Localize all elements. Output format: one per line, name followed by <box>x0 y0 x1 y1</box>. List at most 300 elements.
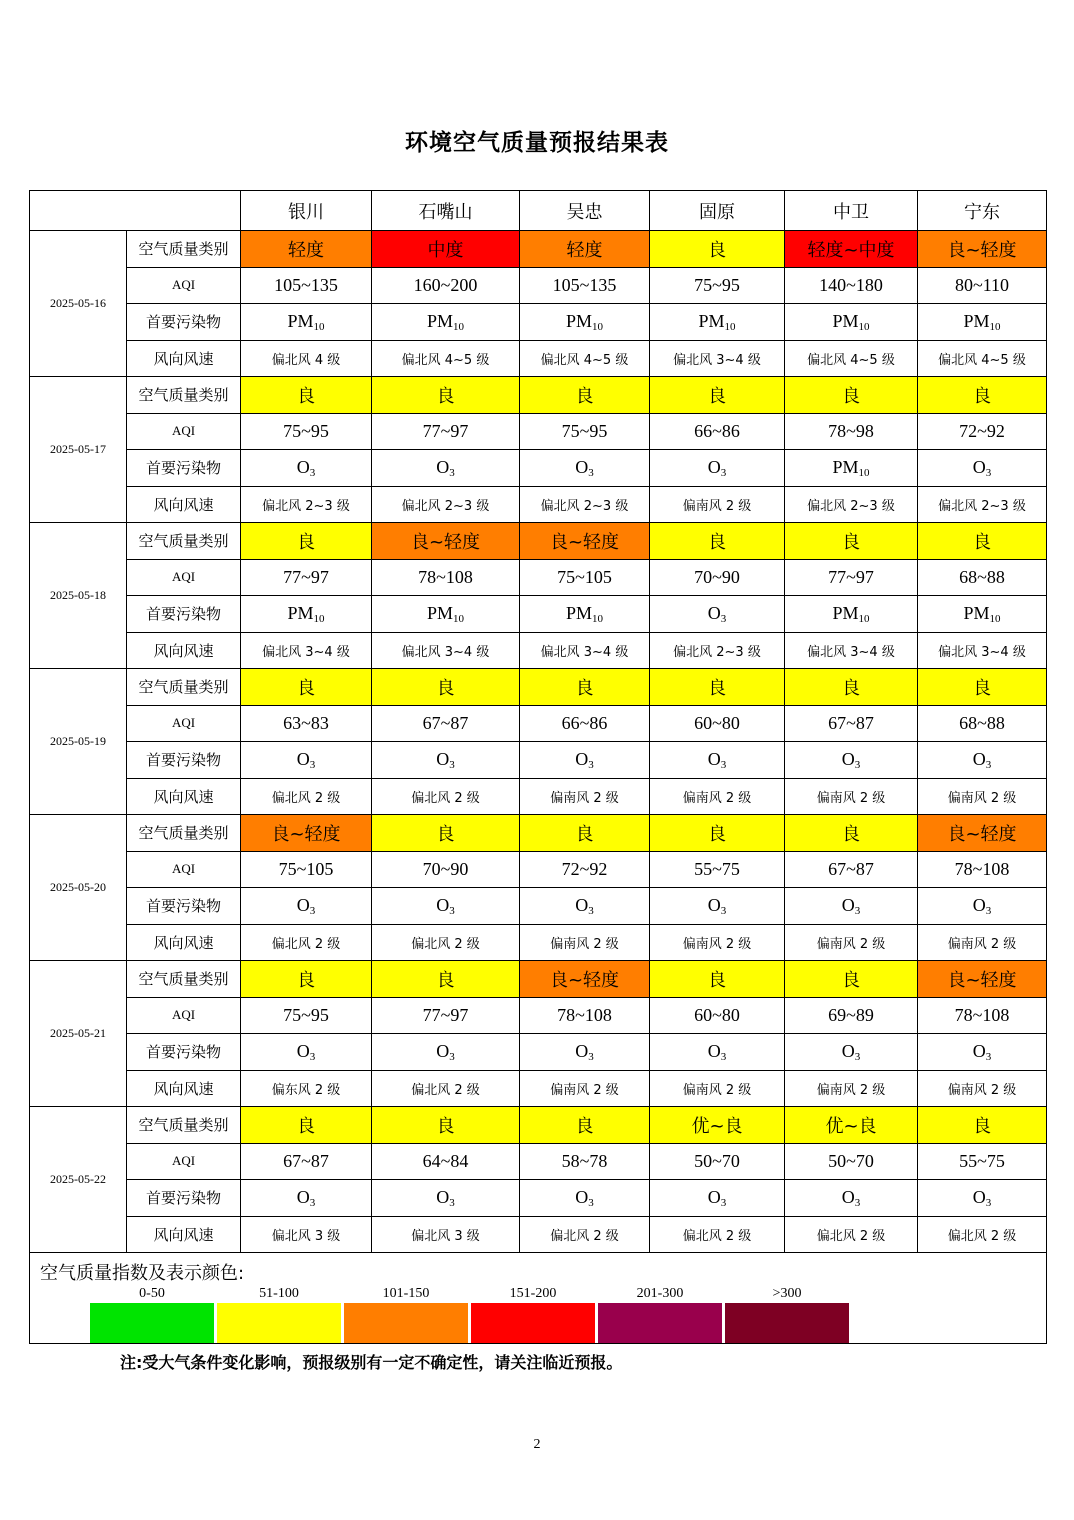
pollutant-cell <box>918 450 1047 487</box>
pollutant-cell <box>785 1034 918 1071</box>
wind-cell: 偏北风 2~3 级 <box>241 486 372 523</box>
pollutant-symbol: O <box>296 1040 310 1061</box>
wind-cell: 偏北风 3 级 <box>372 1216 520 1253</box>
row-label-aqi: AQI <box>127 267 241 304</box>
pollutant-subscript: 10 <box>453 612 464 625</box>
row-label-wind: 风向风速 <box>127 340 241 377</box>
category-row <box>30 377 1047 414</box>
row-label-pollutant: 首要污染物 <box>127 888 241 925</box>
pollutant-symbol: O <box>296 456 310 477</box>
pollutant-symbol: O <box>575 1186 589 1207</box>
wind-cell: 偏北风 2 级 <box>241 924 372 961</box>
pollutant-subscript: 10 <box>313 320 325 333</box>
category-cell: 良 <box>650 377 785 414</box>
pollutant-cell <box>650 1034 785 1071</box>
category-cell: 良 <box>650 669 785 706</box>
aqi-cell: 70~90 <box>650 559 785 596</box>
category-cell: 良 <box>650 231 785 268</box>
pollutant-cell <box>520 450 650 487</box>
pollutant-cell <box>372 304 520 341</box>
wind-cell: 偏南风 2 级 <box>918 924 1047 961</box>
row-label-pollutant: 首要污染物 <box>127 450 241 487</box>
pollutant-subscript: 3 <box>588 1050 594 1063</box>
row-label-wind: 风向风速 <box>127 778 241 815</box>
pollutant-subscript: 3 <box>449 1050 455 1063</box>
category-cell: 良 <box>785 669 918 706</box>
pollutant-symbol: O <box>575 1040 589 1061</box>
pollutant-subscript: 3 <box>854 904 861 917</box>
pollutant-subscript: 3 <box>854 758 861 771</box>
pollutant-cell <box>785 742 918 779</box>
pollutant-symbol: PM <box>565 310 592 331</box>
pollutant-symbol: O <box>296 748 310 769</box>
pollutant-symbol: O <box>972 748 986 769</box>
wind-cell: 偏南风 2 级 <box>650 778 785 815</box>
wind-cell: 偏北风 2~3 级 <box>372 486 520 523</box>
pollutant-subscript: 10 <box>453 320 464 333</box>
legend-title: 空气质量指数及表示颜色: <box>40 1263 245 1284</box>
pollutant-symbol: PM <box>426 602 453 623</box>
pollutant-symbol: O <box>972 1186 986 1207</box>
pollutant-symbol: O <box>436 1186 450 1207</box>
pollutant-subscript: 3 <box>449 466 455 479</box>
wind-cell: 偏北风 4~5 级 <box>785 340 918 377</box>
date-cell: 2025-05-21 <box>30 961 127 1107</box>
category-cell: 良 <box>650 815 785 852</box>
pollutant-symbol: O <box>296 1186 310 1207</box>
aqi-cell: 67~87 <box>785 705 918 742</box>
pollutant-subscript: 10 <box>858 466 870 479</box>
aqi-cell: 78~108 <box>520 997 650 1034</box>
category-row <box>30 669 1047 706</box>
pollutant-symbol: O <box>841 1040 855 1061</box>
wind-row <box>30 778 1047 815</box>
pollutant-cell <box>650 450 785 487</box>
row-label-category: 空气质量类别 <box>127 1107 241 1144</box>
pollutant-symbol: PM <box>426 310 453 331</box>
pollutant-subscript: 10 <box>313 612 325 625</box>
pollutant-cell <box>520 888 650 925</box>
pollutant-subscript: 10 <box>592 320 603 333</box>
aqi-cell: 60~80 <box>650 705 785 742</box>
aqi-cell: 140~180 <box>785 267 918 304</box>
pollutant-row <box>30 888 1047 925</box>
pollutant-symbol: O <box>707 1040 721 1061</box>
pollutant-symbol: O <box>436 456 450 477</box>
wind-cell: 偏北风 2 级 <box>918 1216 1047 1253</box>
pollutant-row <box>30 450 1047 487</box>
row-label-wind: 风向风速 <box>127 486 241 523</box>
category-cell: 良 <box>372 377 520 414</box>
aqi-cell: 68~88 <box>918 705 1047 742</box>
row-label-category: 空气质量类别 <box>127 669 241 706</box>
wind-cell: 偏北风 3~4 级 <box>241 632 372 669</box>
category-row <box>30 1107 1047 1144</box>
wind-row <box>30 340 1047 377</box>
forecast-table <box>29 190 1047 1344</box>
pollutant-subscript: 3 <box>309 758 316 771</box>
category-cell: 良 <box>918 669 1047 706</box>
category-cell: 良 <box>785 523 918 560</box>
category-row <box>30 523 1047 560</box>
header-row <box>30 191 1047 231</box>
legend-range-label: 151-200 <box>509 1286 557 1301</box>
pollutant-subscript: 3 <box>720 904 727 917</box>
category-cell: 良 <box>372 961 520 998</box>
wind-cell: 偏南风 2 级 <box>785 778 918 815</box>
aqi-cell: 105~135 <box>241 267 372 304</box>
pollutant-symbol: O <box>707 894 721 915</box>
pollutant-symbol: O <box>841 748 855 769</box>
aqi-cell: 66~86 <box>650 413 785 450</box>
pollutant-subscript: 3 <box>449 1196 455 1209</box>
row-label-wind: 风向风速 <box>127 632 241 669</box>
pollutant-symbol: O <box>575 894 589 915</box>
aqi-cell: 77~97 <box>372 413 520 450</box>
category-cell: 良 <box>785 961 918 998</box>
pollutant-cell <box>918 742 1047 779</box>
legend-color-swatch <box>471 1303 595 1343</box>
pollutant-cell <box>372 1034 520 1071</box>
pollutant-symbol: PM <box>698 310 725 331</box>
category-cell: 优~良 <box>785 1107 918 1144</box>
aqi-cell: 78~108 <box>918 997 1047 1034</box>
category-cell: 轻度~中度 <box>785 231 918 268</box>
aqi-cell: 77~97 <box>785 559 918 596</box>
pollutant-symbol: O <box>972 1040 986 1061</box>
category-cell: 良 <box>241 377 372 414</box>
wind-cell: 偏北风 3 级 <box>241 1216 372 1253</box>
pollutant-cell <box>785 304 918 341</box>
pollutant-subscript: 3 <box>720 758 727 771</box>
category-cell: 良 <box>785 377 918 414</box>
pollutant-subscript: 3 <box>588 904 594 917</box>
city-header: 固原 <box>650 191 785 231</box>
pollutant-cell <box>650 888 785 925</box>
pollutant-cell <box>520 596 650 633</box>
pollutant-cell <box>241 742 372 779</box>
pollutant-subscript: 10 <box>724 320 736 333</box>
pollutant-subscript: 3 <box>449 758 455 771</box>
wind-cell: 偏南风 2 级 <box>650 924 785 961</box>
wind-cell: 偏北风 2 级 <box>372 924 520 961</box>
pollutant-cell <box>650 1180 785 1217</box>
pollutant-symbol: O <box>575 456 589 477</box>
wind-cell: 偏南风 2 级 <box>785 924 918 961</box>
pollutant-cell <box>918 1034 1047 1071</box>
category-cell: 良~轻度 <box>918 815 1047 852</box>
aqi-cell: 69~89 <box>785 997 918 1034</box>
pollutant-cell <box>785 450 918 487</box>
wind-cell: 偏南风 2 级 <box>520 778 650 815</box>
aqi-row <box>30 1143 1047 1180</box>
pollutant-subscript: 3 <box>985 1050 992 1063</box>
pollutant-cell <box>372 596 520 633</box>
wind-cell: 偏南风 2 级 <box>785 1070 918 1107</box>
pollutant-cell <box>372 1180 520 1217</box>
category-cell: 轻度 <box>241 231 372 268</box>
aqi-cell: 55~75 <box>650 851 785 888</box>
aqi-cell: 67~87 <box>372 705 520 742</box>
wind-cell: 偏北风 3~4 级 <box>520 632 650 669</box>
forecast-note: 注:受大气条件变化影响，预报级别有一定不确定性，请关注临近预报。 <box>120 1353 623 1372</box>
pollutant-cell <box>650 742 785 779</box>
pollutant-subscript: 3 <box>854 1050 861 1063</box>
aqi-cell: 78~108 <box>372 559 520 596</box>
pollutant-cell <box>918 304 1047 341</box>
category-cell: 良~轻度 <box>241 815 372 852</box>
pollutant-symbol: O <box>575 748 589 769</box>
legend-row <box>30 1253 1047 1344</box>
legend-range-label: 0-50 <box>139 1286 165 1301</box>
pollutant-cell <box>918 1180 1047 1217</box>
pollutant-subscript: 3 <box>720 466 727 479</box>
pollutant-cell <box>372 450 520 487</box>
wind-cell: 偏北风 4~5 级 <box>918 340 1047 377</box>
city-header: 银川 <box>241 191 372 231</box>
pollutant-subscript: 3 <box>985 466 992 479</box>
category-cell: 良 <box>520 1107 650 1144</box>
category-cell: 良~轻度 <box>520 523 650 560</box>
row-label-aqi: AQI <box>127 851 241 888</box>
pollutant-symbol: O <box>436 748 450 769</box>
wind-cell: 偏东风 2 级 <box>241 1070 372 1107</box>
aqi-cell: 75~95 <box>650 267 785 304</box>
date-cell: 2025-05-22 <box>30 1107 127 1253</box>
aqi-cell: 75~105 <box>520 559 650 596</box>
pollutant-subscript: 3 <box>309 904 316 917</box>
category-cell: 良~轻度 <box>918 231 1047 268</box>
aqi-cell: 68~88 <box>918 559 1047 596</box>
pollutant-row <box>30 1180 1047 1217</box>
aqi-cell: 75~95 <box>520 413 650 450</box>
category-cell: 良 <box>520 377 650 414</box>
wind-cell: 偏北风 2 级 <box>241 778 372 815</box>
pollutant-row <box>30 742 1047 779</box>
row-label-category: 空气质量类别 <box>127 815 241 852</box>
pollutant-subscript: 3 <box>720 1196 727 1209</box>
pollutant-symbol: PM <box>963 310 990 331</box>
pollutant-subscript: 3 <box>588 758 594 771</box>
date-cell: 2025-05-17 <box>30 377 127 523</box>
pollutant-cell <box>650 304 785 341</box>
pollutant-symbol: PM <box>832 456 859 477</box>
category-cell: 良 <box>372 815 520 852</box>
row-label-category: 空气质量类别 <box>127 961 241 998</box>
city-header: 石嘴山 <box>372 191 520 231</box>
aqi-cell: 72~92 <box>520 851 650 888</box>
pollutant-subscript: 3 <box>854 1196 861 1209</box>
pollutant-symbol: O <box>841 1186 855 1207</box>
category-cell: 良 <box>241 961 372 998</box>
aqi-cell: 58~78 <box>520 1143 650 1180</box>
pollutant-symbol: PM <box>832 602 859 623</box>
legend <box>30 1253 1047 1344</box>
date-cell: 2025-05-19 <box>30 669 127 815</box>
category-cell: 良 <box>918 523 1047 560</box>
legend-color-swatch <box>725 1303 849 1343</box>
pollutant-subscript: 3 <box>985 1196 992 1209</box>
pollutant-symbol: PM <box>565 602 592 623</box>
wind-cell: 偏北风 2 级 <box>650 1216 785 1253</box>
wind-cell: 偏北风 3~4 级 <box>785 632 918 669</box>
category-cell: 良 <box>372 669 520 706</box>
row-label-wind: 风向风速 <box>127 1070 241 1107</box>
pollutant-cell <box>241 1034 372 1071</box>
wind-cell: 偏北风 2 级 <box>372 1070 520 1107</box>
row-label-wind: 风向风速 <box>127 1216 241 1253</box>
pollutant-subscript: 3 <box>449 904 455 917</box>
pollutant-row <box>30 596 1047 633</box>
page-title: 环境空气质量预报结果表 <box>405 130 669 156</box>
category-row <box>30 815 1047 852</box>
date-cell: 2025-05-18 <box>30 523 127 669</box>
category-cell: 良 <box>241 669 372 706</box>
wind-cell: 偏北风 2~3 级 <box>785 486 918 523</box>
wind-cell: 偏北风 2~3 级 <box>650 632 785 669</box>
pollutant-symbol: O <box>707 456 721 477</box>
header-corner <box>30 191 241 231</box>
pollutant-subscript: 3 <box>309 1196 316 1209</box>
row-label-pollutant: 首要污染物 <box>127 1034 241 1071</box>
category-cell: 良~轻度 <box>372 523 520 560</box>
wind-cell: 偏北风 4~5 级 <box>520 340 650 377</box>
row-label-pollutant: 首要污染物 <box>127 596 241 633</box>
wind-cell: 偏北风 2~3 级 <box>918 486 1047 523</box>
pollutant-cell <box>785 1180 918 1217</box>
wind-row <box>30 632 1047 669</box>
row-label-aqi: AQI <box>127 559 241 596</box>
pollutant-symbol: PM <box>287 602 314 623</box>
aqi-row <box>30 267 1047 304</box>
pollutant-symbol: O <box>707 748 721 769</box>
aqi-cell: 160~200 <box>372 267 520 304</box>
row-label-wind: 风向风速 <box>127 924 241 961</box>
pollutant-symbol: O <box>707 602 721 623</box>
wind-cell: 偏南风 2 级 <box>520 1070 650 1107</box>
pollutant-cell <box>520 1180 650 1217</box>
pollutant-subscript: 3 <box>309 1050 316 1063</box>
pollutant-symbol: O <box>841 894 855 915</box>
row-label-pollutant: 首要污染物 <box>127 742 241 779</box>
pollutant-symbol: O <box>972 456 986 477</box>
pollutant-cell <box>785 596 918 633</box>
category-cell: 良 <box>241 523 372 560</box>
category-cell: 良 <box>785 815 918 852</box>
row-label-category: 空气质量类别 <box>127 377 241 414</box>
aqi-cell: 50~70 <box>650 1143 785 1180</box>
wind-row <box>30 924 1047 961</box>
pollutant-subscript: 10 <box>858 612 870 625</box>
pollutant-symbol: PM <box>832 310 859 331</box>
aqi-cell: 66~86 <box>520 705 650 742</box>
aqi-cell: 75~95 <box>241 413 372 450</box>
pollutant-subscript: 3 <box>588 466 594 479</box>
pollutant-cell <box>785 888 918 925</box>
city-header: 中卫 <box>785 191 918 231</box>
category-cell: 良 <box>372 1107 520 1144</box>
wind-cell: 偏北风 2 级 <box>520 1216 650 1253</box>
aqi-cell: 63~83 <box>241 705 372 742</box>
wind-cell: 偏南风 2 级 <box>520 924 650 961</box>
aqi-cell: 67~87 <box>785 851 918 888</box>
wind-cell: 偏南风 2 级 <box>918 778 1047 815</box>
aqi-row <box>30 997 1047 1034</box>
category-cell: 良 <box>918 1107 1047 1144</box>
pollutant-symbol: O <box>296 894 310 915</box>
aqi-row <box>30 413 1047 450</box>
pollutant-subscript: 3 <box>985 904 992 917</box>
category-cell: 良~轻度 <box>918 961 1047 998</box>
pollutant-cell <box>241 596 372 633</box>
legend-range-label: 201-300 <box>636 1286 684 1301</box>
pollutant-symbol: O <box>436 894 450 915</box>
aqi-cell: 78~108 <box>918 851 1047 888</box>
aqi-cell: 64~84 <box>372 1143 520 1180</box>
city-header: 吴忠 <box>520 191 650 231</box>
category-cell: 良 <box>520 815 650 852</box>
date-cell: 2025-05-20 <box>30 815 127 961</box>
category-cell: 中度 <box>372 231 520 268</box>
wind-cell: 偏南风 2 级 <box>650 486 785 523</box>
aqi-cell: 67~87 <box>241 1143 372 1180</box>
wind-cell: 偏北风 4 级 <box>241 340 372 377</box>
legend-range-label: >300 <box>772 1286 802 1301</box>
wind-cell: 偏北风 3~4 级 <box>372 632 520 669</box>
aqi-row <box>30 559 1047 596</box>
pollutant-subscript: 10 <box>989 320 1001 333</box>
pollutant-symbol: O <box>436 1040 450 1061</box>
wind-cell: 偏北风 3~4 级 <box>918 632 1047 669</box>
pollutant-symbol: O <box>707 1186 721 1207</box>
aqi-cell: 105~135 <box>520 267 650 304</box>
row-label-aqi: AQI <box>127 997 241 1034</box>
category-cell: 良 <box>650 961 785 998</box>
wind-cell: 偏北风 2 级 <box>372 778 520 815</box>
category-cell: 优~良 <box>650 1107 785 1144</box>
pollutant-symbol: PM <box>963 602 990 623</box>
legend-color-swatch <box>90 1303 214 1343</box>
aqi-cell: 77~97 <box>241 559 372 596</box>
pollutant-cell <box>520 742 650 779</box>
legend-color-swatch <box>217 1303 341 1343</box>
pollutant-symbol: O <box>972 894 986 915</box>
aqi-cell: 77~97 <box>372 997 520 1034</box>
pollutant-subscript: 10 <box>989 612 1001 625</box>
pollutant-cell <box>241 1180 372 1217</box>
row-label-aqi: AQI <box>127 705 241 742</box>
pollutant-subscript: 3 <box>588 1196 594 1209</box>
row-label-aqi: AQI <box>127 1143 241 1180</box>
wind-row <box>30 1216 1047 1253</box>
pollutant-row <box>30 304 1047 341</box>
wind-row <box>30 486 1047 523</box>
wind-cell: 偏北风 4~5 级 <box>372 340 520 377</box>
city-header: 宁东 <box>918 191 1047 231</box>
category-cell: 良 <box>918 377 1047 414</box>
legend-range-label: 101-150 <box>382 1286 430 1301</box>
category-cell: 良 <box>650 523 785 560</box>
aqi-cell: 55~75 <box>918 1143 1047 1180</box>
aqi-cell: 50~70 <box>785 1143 918 1180</box>
pollutant-cell <box>372 888 520 925</box>
pollutant-subscript: 10 <box>858 320 870 333</box>
pollutant-subscript: 3 <box>309 466 316 479</box>
pollutant-row <box>30 1034 1047 1071</box>
legend-color-swatch <box>598 1303 722 1343</box>
page-number: 2 <box>533 1437 541 1452</box>
row-label-category: 空气质量类别 <box>127 231 241 268</box>
